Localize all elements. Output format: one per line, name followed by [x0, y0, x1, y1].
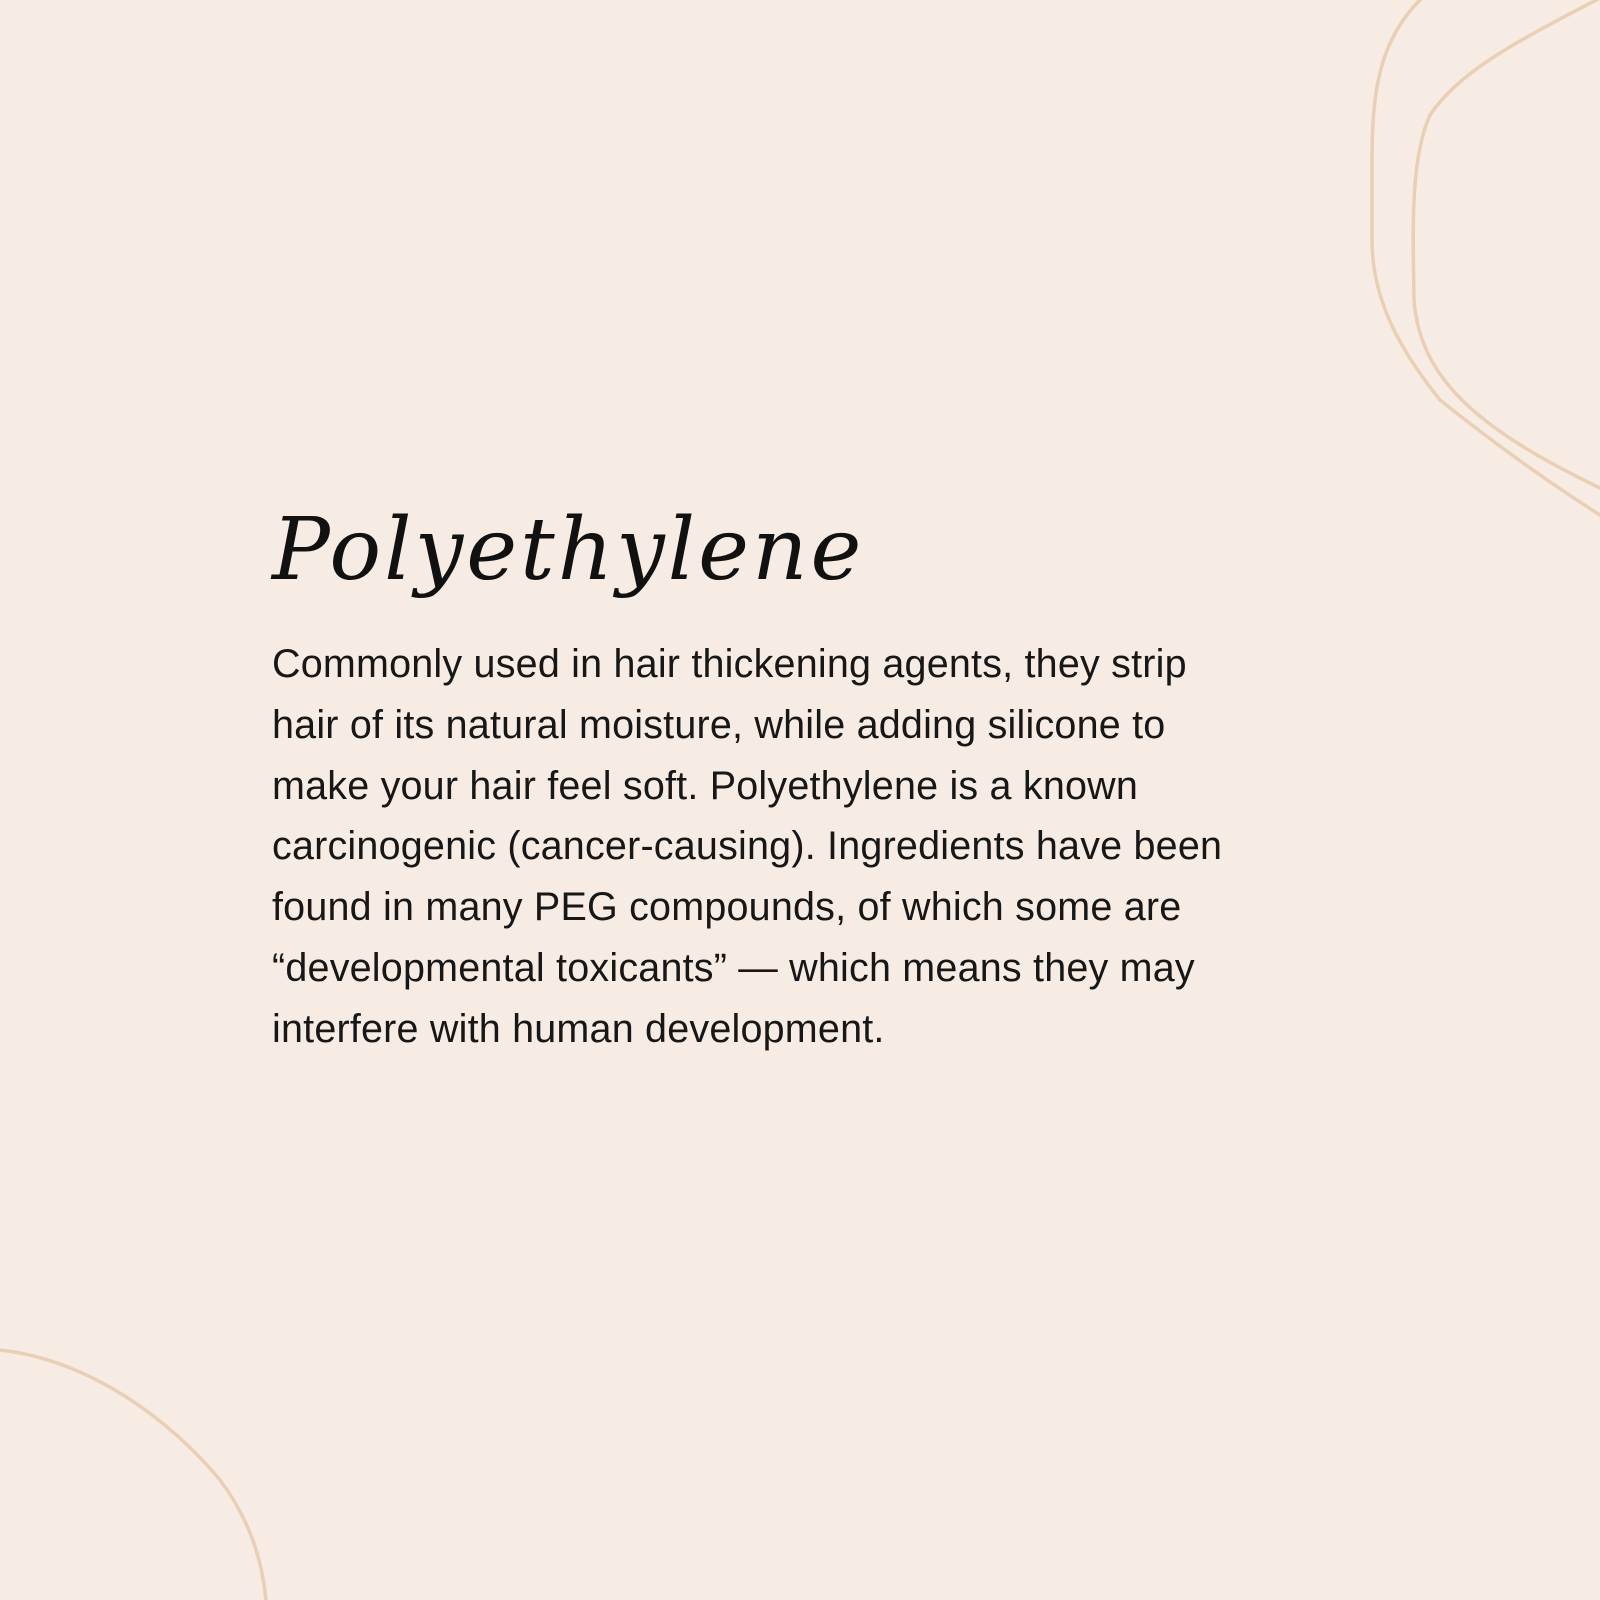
- description-line: interfere with human development.: [272, 1006, 885, 1051]
- top-right-curve-inner: [1413, 0, 1600, 488]
- bottom-left-curve: [0, 1350, 266, 1600]
- description-line: hair of its natural moisture, while adding silicone to: [272, 702, 1166, 747]
- description-line: make your hair feel soft. Polyethylene is a known: [272, 763, 1139, 808]
- description-line: “developmental toxicants” — which means they may: [272, 945, 1195, 990]
- description-line: Commonly used in hair thickening agents, they strip: [272, 642, 1187, 686]
- ingredient-description: [272, 634, 1352, 1060]
- ingredient-title: Polyethylene: [272, 500, 865, 600]
- description-line: carcinogenic (cancer-causing). Ingredients have been: [272, 824, 1223, 869]
- top-right-curve-outer: [1372, 0, 1600, 515]
- ingredient-card: [272, 498, 1352, 1060]
- description-line: found in many PEG compounds, of which some are: [272, 885, 1182, 930]
